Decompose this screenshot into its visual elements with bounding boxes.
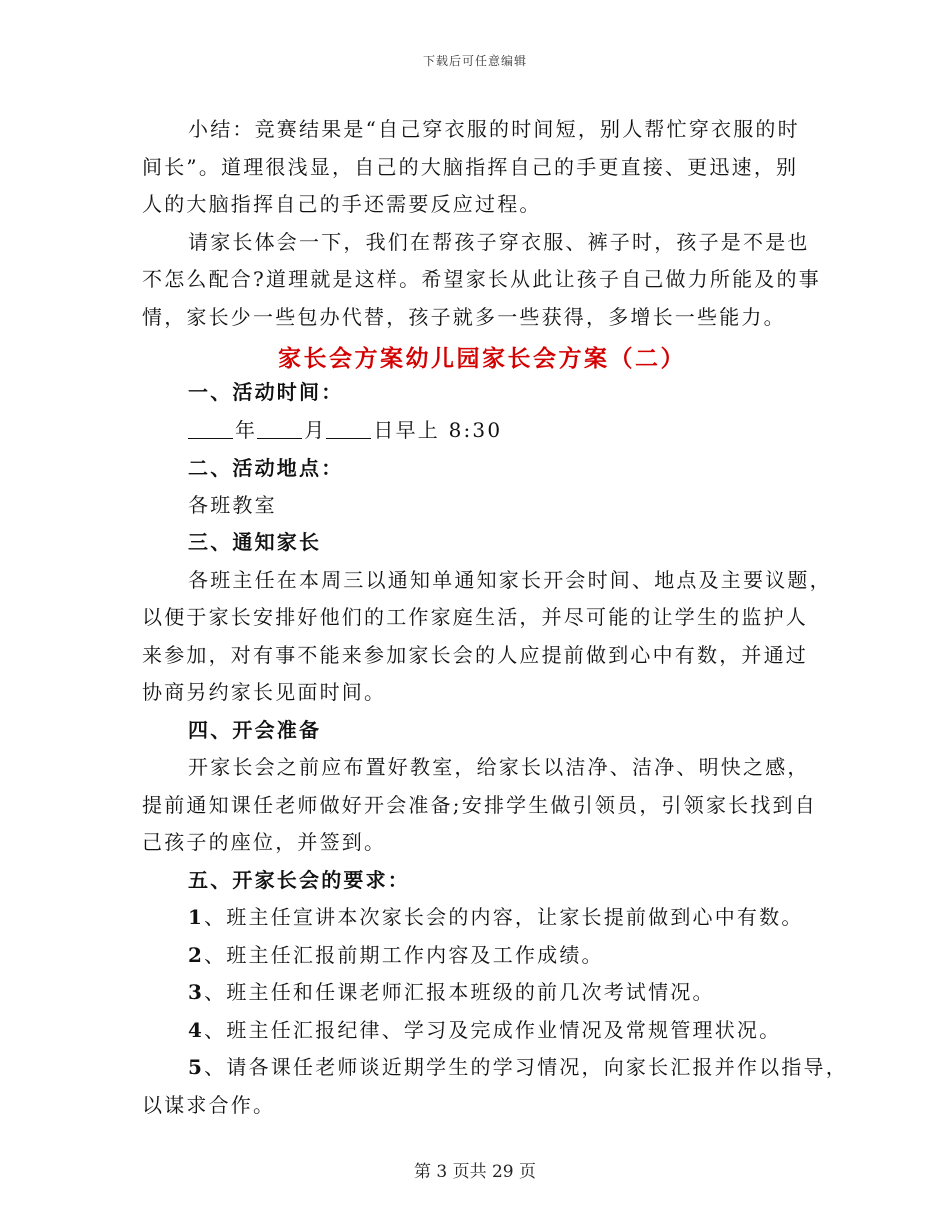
page-footer: 第 3 页共 29 页 [413, 1162, 537, 1182]
section-place-value: 各班教室 [188, 493, 277, 517]
prepare-line-2: 提前通知课任老师做好开会准备;安排学生做引领员，引领家长找到自 [142, 793, 817, 817]
blank-year [188, 418, 233, 439]
requirement-number: 3 [188, 980, 205, 1004]
blank-month [257, 418, 302, 439]
document-title: 家长会方案幼儿园家长会方案（二） [278, 345, 686, 372]
requirement-number: 5 [188, 1055, 205, 1079]
parents-line-2: 不怎么配合?道理就是这样。希望家长从此让孩子自己做力所能及的事 [142, 267, 821, 291]
section-time-heading: 一、活动时间： [188, 380, 344, 404]
page-header: 下载后可任意编辑 [422, 54, 527, 68]
requirement-text: 、班主任和任课老师汇报本班级的前几次考试情况。 [204, 980, 715, 1004]
parents-line-1: 请家长体会一下，我们在帮孩子穿衣服、裤子时，孩子是不是也 [188, 230, 810, 254]
requirement-number: 4 [188, 1018, 205, 1042]
parents-line-3: 情，家长少一些包办代替，孩子就多一些获得，多增长一些能力。 [142, 305, 786, 329]
requirement-item-5 [142, 1055, 848, 1079]
section-place-heading: 二、活动地点： [188, 456, 344, 480]
prepare-line-3: 己孩子的座位，并签到。 [142, 830, 387, 854]
requirement-item-1 [142, 905, 804, 929]
notify-line-3: 来参加，对有事不能来参加家长会的人应提前做到心中有数，并通过 [142, 643, 808, 667]
notify-line-4: 协商另约家长见面时间。 [142, 680, 387, 704]
section-requirements-heading: 五、开家长会的要求： [188, 868, 410, 892]
requirement-text: 、班主任宣讲本次家长会的内容，让家长提前做到心中有数。 [204, 905, 804, 929]
requirement-number: 1 [188, 905, 205, 929]
requirement-number: 2 [188, 943, 205, 967]
month-label: 月 [304, 418, 327, 442]
section-notify-heading: 三、通知家长 [188, 530, 322, 554]
requirement-item-3 [142, 980, 715, 1004]
prepare-line-1: 开家长会之前应布置好教室，给家长以洁净、洁净、明快之感， [188, 755, 810, 779]
section-time-value [142, 418, 502, 442]
requirement-item-4 [142, 1018, 781, 1042]
day-time-label: 日早上 8:30 [373, 418, 503, 442]
requirement-text: 、班主任汇报前期工作内容及工作成绩。 [204, 943, 604, 967]
summary-line-3: 人的大脑指挥自己的手还需要反应过程。 [142, 192, 542, 216]
section-prepare-heading: 四、开会准备 [188, 718, 322, 742]
requirement-text: 、班主任汇报纪律、学习及完成作业情况及常规管理状况。 [204, 1018, 782, 1042]
requirement-text: 、请各课任老师谈近期学生的学习情况，向家长汇报并作以指导， [204, 1055, 848, 1079]
summary-line-1: 小结：竞赛结果是“自己穿衣服的时间短，别人帮忙穿衣服的时 [188, 117, 800, 141]
summary-line-2: 间长”。道理很浅显，自己的大脑指挥自己的手更直接、更迅速，别 [142, 155, 799, 179]
blank-day [326, 418, 371, 439]
notify-line-1: 各班主任在本周三以通知单通知家长开会时间、地点及主要议题， [188, 568, 832, 592]
requirement-continuation: 以谋求合作。 [142, 1093, 276, 1117]
notify-line-2: 以便于家长安排好他们的工作家庭生活，并尽可能的让学生的监护人 [142, 605, 808, 629]
requirement-item-2 [142, 943, 604, 967]
year-label: 年 [235, 418, 258, 442]
